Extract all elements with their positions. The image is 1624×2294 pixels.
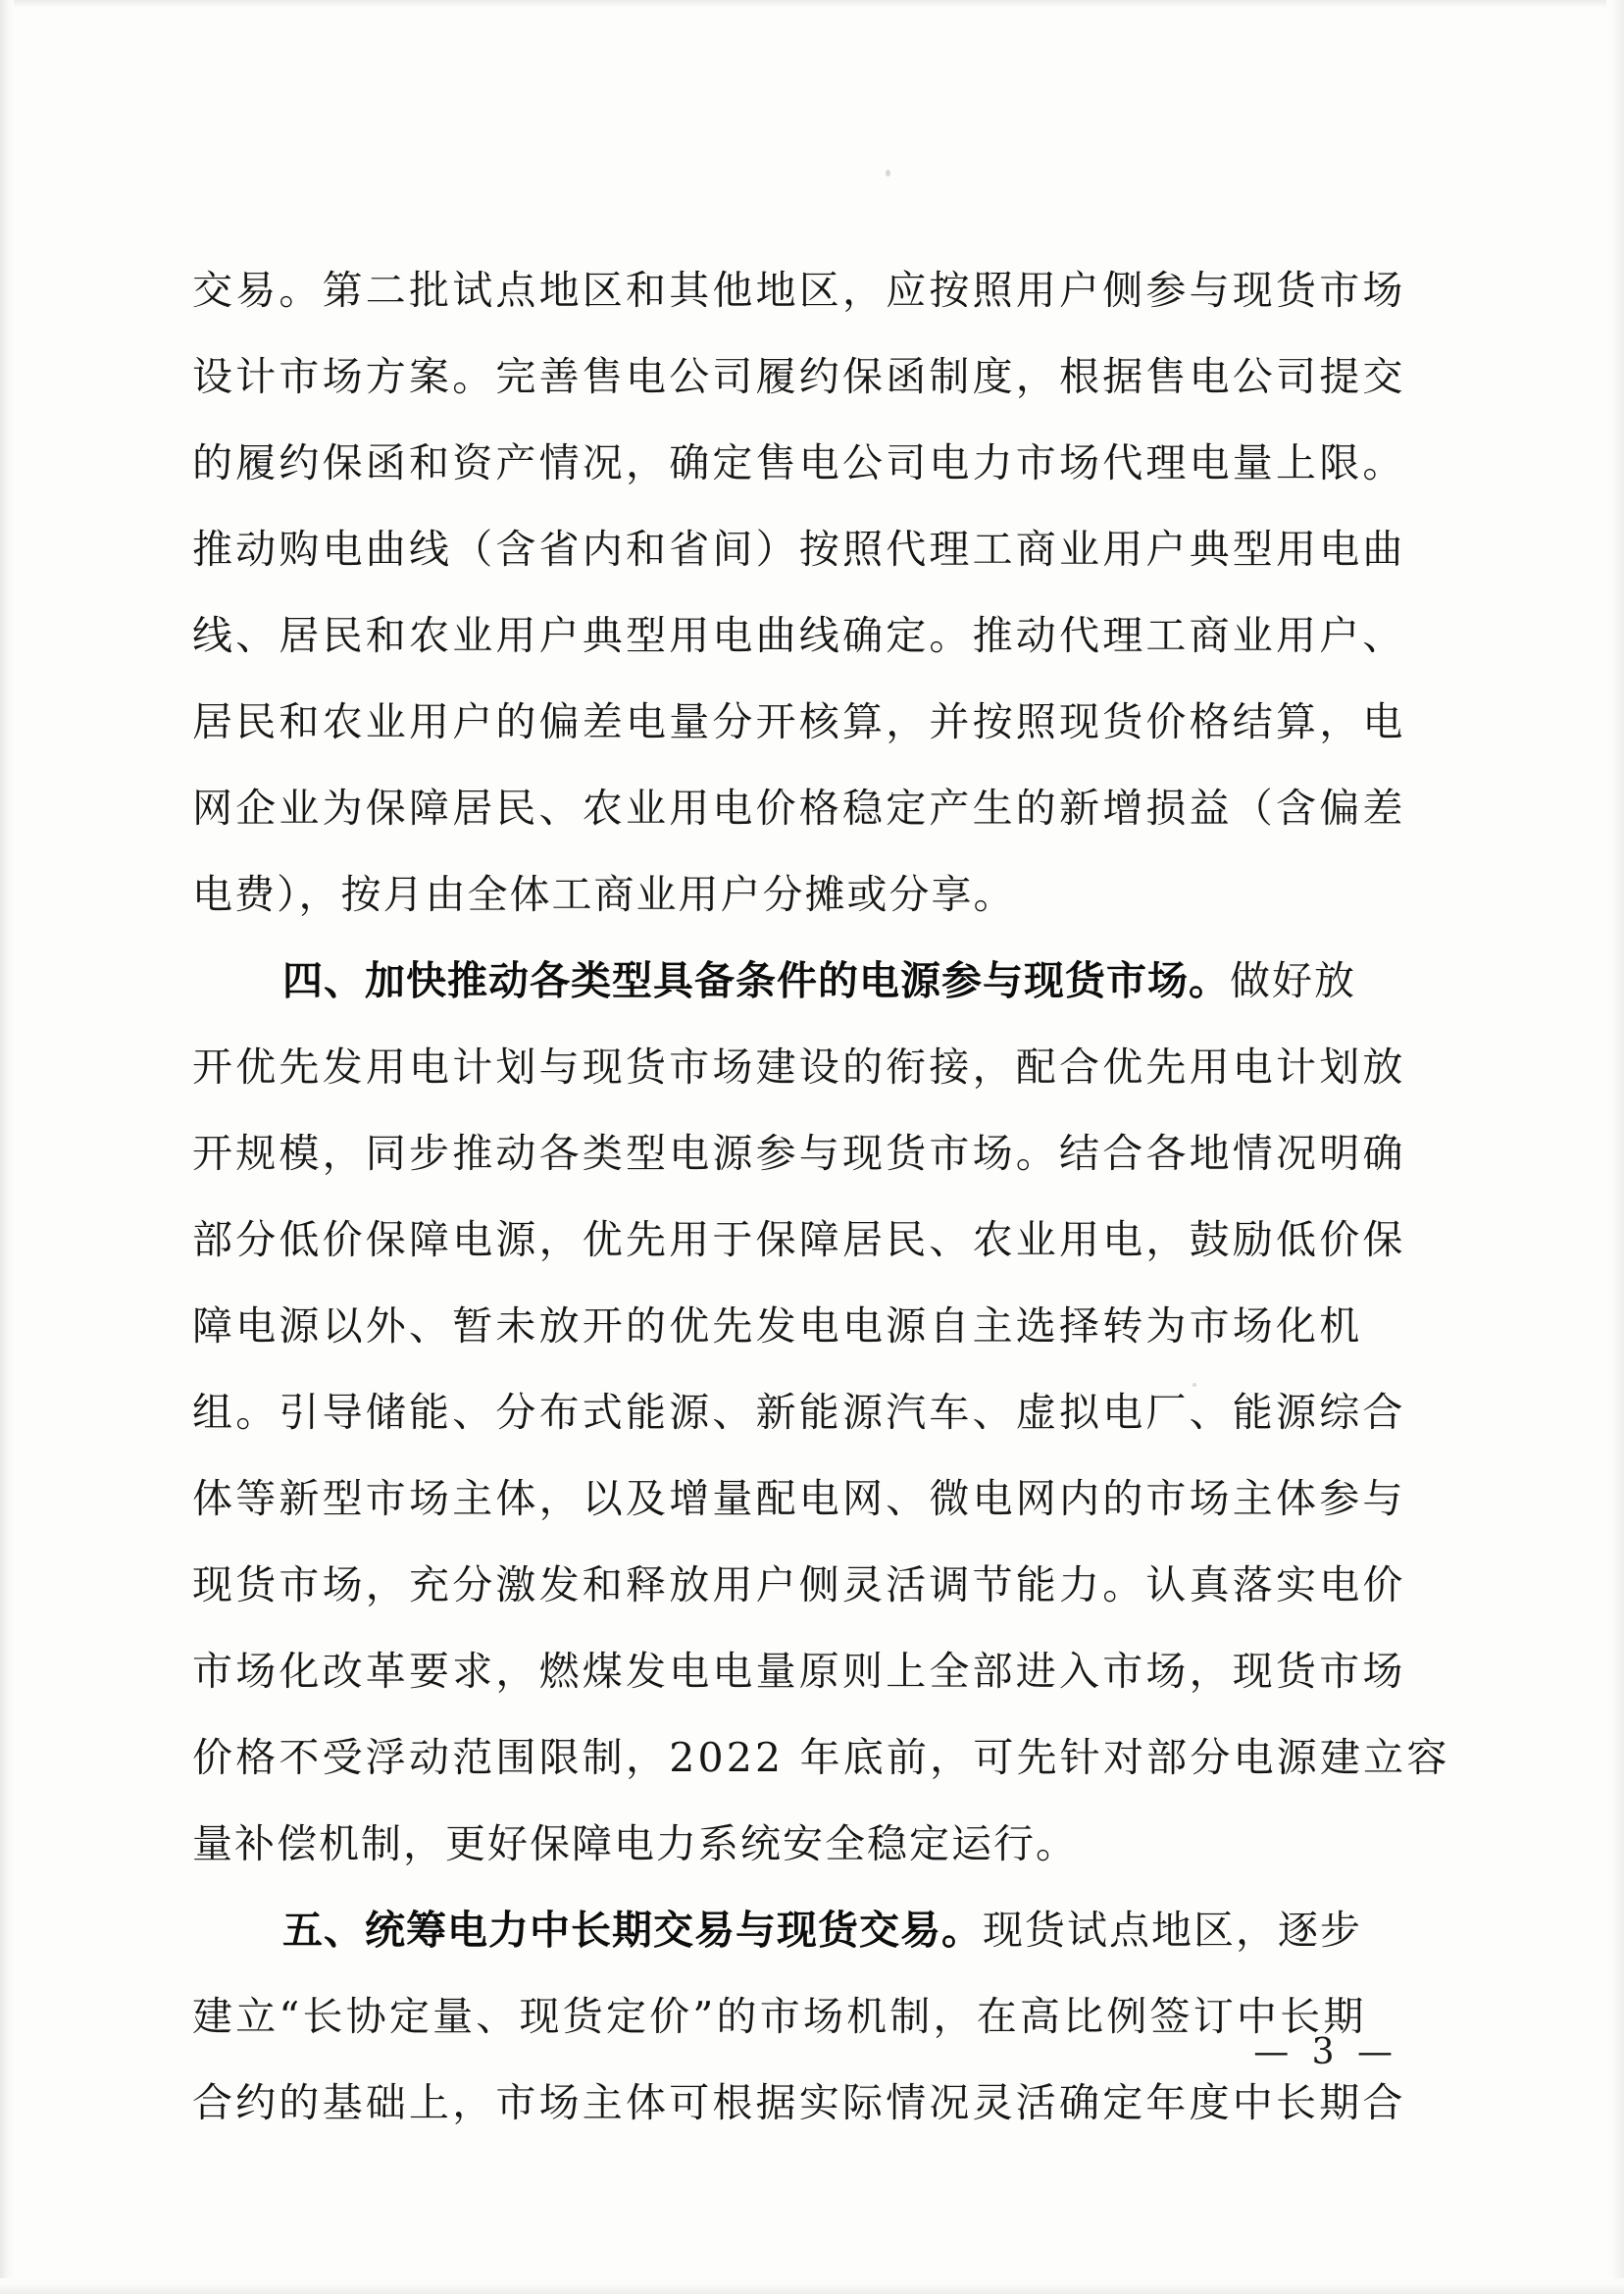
section-five-heading-line bbox=[192, 1887, 1389, 1973]
body-line: 市场化改革要求，燃煤发电电量原则上全部进入市场，现货市场 bbox=[192, 1648, 1406, 1695]
section-five-heading-text: 五、统筹电力中长期交易与现货交易。 bbox=[282, 1907, 983, 1954]
body-line: 价格不受浮动范围限制，2022 年底前，可先针对部分电源建立容 bbox=[192, 1734, 1450, 1781]
body-line: 开规模，同步推动各类型电源参与现货市场。结合各地情况明确 bbox=[192, 1130, 1406, 1177]
section-four-heading-text: 四、加快推动各类型具备条件的电源参与现货市场。 bbox=[282, 957, 1230, 1004]
scan-edge-bottom bbox=[0, 2278, 1624, 2294]
body-line: 交易。第二批试点地区和其他地区，应按照用户侧参与现货市场 bbox=[192, 267, 1406, 314]
body-line: 推动购电曲线（含省内和省间）按照代理工商业用户典型用电曲 bbox=[192, 526, 1406, 573]
body-line: 建立“长协定量、现货定价”的市场机制，在高比例签订中长期 bbox=[192, 1993, 1367, 2040]
body-line: 体等新型市场主体，以及增量配电网、微电网内的市场主体参与 bbox=[192, 1475, 1406, 1522]
body-line: 线、居民和农业用户典型用电曲线确定。推动代理工商业用户、 bbox=[192, 612, 1406, 659]
body-line: 合约的基础上，市场主体可根据实际情况灵活确定年度中长期合 bbox=[192, 2079, 1406, 2126]
body-line: 的履约保函和资产情况，确定售电公司电力市场代理电量上限。 bbox=[192, 439, 1406, 486]
body-line: 电费），按月由全体工商业用户分摊或分享。 bbox=[192, 871, 1016, 918]
body-line: 量补偿机制，更好保障电力系统安全稳定运行。 bbox=[192, 1820, 1078, 1867]
body-line: 居民和农业用户的偏差电量分开核算，并按照现货价格结算，电 bbox=[192, 698, 1406, 745]
page-number: — 3 — bbox=[1253, 2032, 1398, 2072]
section-five-heading-trailing-text: 现货试点地区，逐步 bbox=[983, 1907, 1362, 1954]
body-line: 现货市场，充分激发和释放用户侧灵活调节能力。认真落实电价 bbox=[192, 1561, 1406, 1608]
scan-edge-left bbox=[0, 0, 14, 2294]
body-line: 障电源以外、暂未放开的优先发电电源自主选择转为市场化机 bbox=[192, 1302, 1363, 1350]
body-line: 开优先发用电计划与现货市场建设的衔接，配合优先用电计划放 bbox=[192, 1044, 1406, 1091]
body-line: 网企业为保障居民、农业用电价格稳定产生的新增损益（含偏差 bbox=[192, 785, 1406, 832]
section-four-heading-trailing-text: 做好放 bbox=[1230, 957, 1356, 1004]
scan-edge-top bbox=[0, 0, 1624, 10]
document-body bbox=[192, 247, 1450, 2146]
body-line: 部分低价保障电源，优先用于保障居民、农业用电，鼓励低价保 bbox=[192, 1216, 1406, 1263]
body-line: 组。引导储能、分布式能源、新能源汽车、虚拟电厂、能源综合 bbox=[192, 1389, 1406, 1436]
scan-edge-right bbox=[1606, 0, 1624, 2294]
scan-speck bbox=[886, 170, 890, 177]
page-footer bbox=[0, 2032, 1624, 2072]
body-line: 设计市场方案。完善售电公司履约保函制度，根据售电公司提交 bbox=[192, 353, 1406, 400]
section-four-heading-line bbox=[192, 938, 1389, 1024]
